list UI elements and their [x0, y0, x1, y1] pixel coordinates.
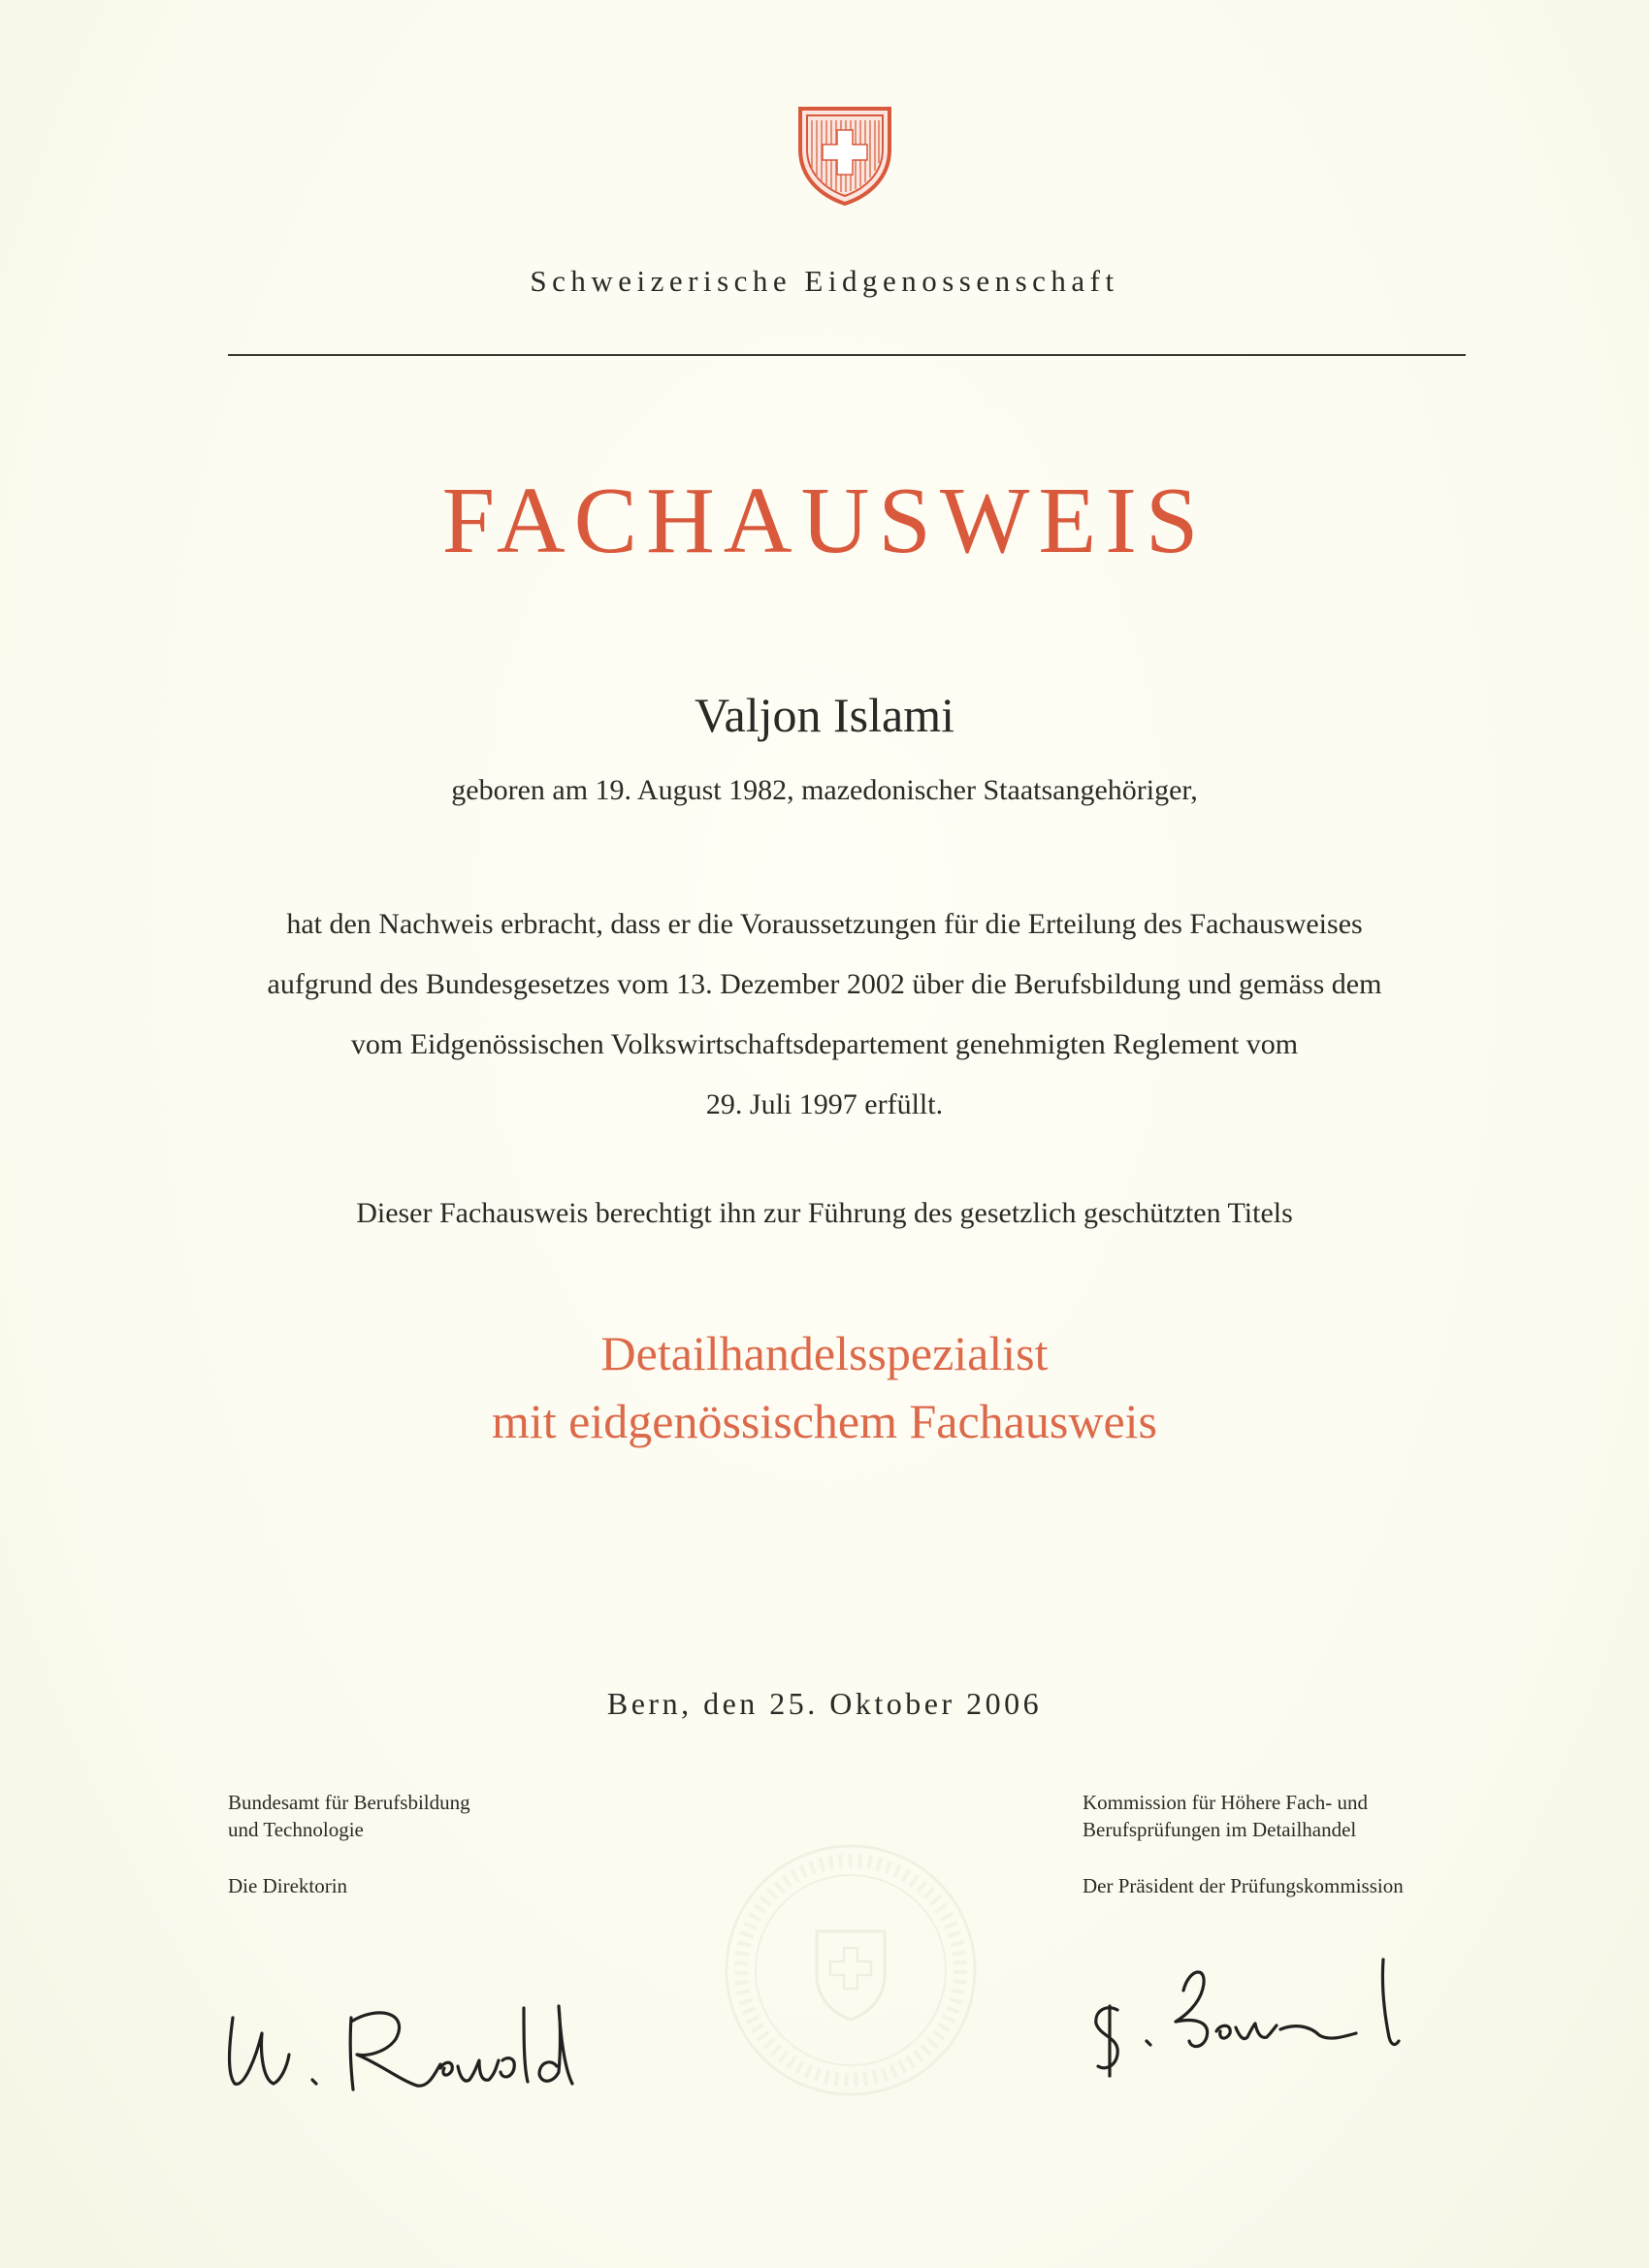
certificate-title: FACHAUSWEIS [441, 469, 1208, 573]
entitlement-line: Dieser Fachausweis berechtigt ihn zur Führung des gesetzlich geschützten Titels [356, 1197, 1293, 1229]
right-signatory-block [1083, 1789, 1404, 1899]
holder-name: Valjon Islami [694, 688, 955, 742]
swiss-coat-of-arms-icon [794, 103, 895, 208]
protected-title-line: mit eidgenössischem Fachausweis [492, 1394, 1157, 1448]
protected-title-line: Detailhandelsspezialist [600, 1326, 1049, 1380]
place-and-date: Bern, den 25. Oktober 2006 [606, 1686, 1043, 1721]
header-divider [228, 354, 1466, 356]
birth-line: geboren am 19. August 1982, mazedonischer Staatsangehöriger, [451, 774, 1198, 806]
left-signatory-block [228, 1789, 470, 1899]
certification-statement [0, 894, 1649, 1135]
statement-line: hat den Nachweis erbracht, dass er die Voraussetzungen für die Erteilung des Fachausweises [286, 908, 1363, 940]
right-org-line: Berufsprüfungen im Detailhandel [1083, 1818, 1357, 1841]
right-org-line: Kommission für Höhere Fach- und [1083, 1791, 1368, 1814]
statement-line: 29. Juli 1997 erfüllt. [705, 1088, 944, 1120]
right-signatory-role: Der Präsident der Prüfungskommission [1083, 1874, 1404, 1897]
statement-line: vom Eidgenössischen Volkswirtschaftsdepartement genehmigten Reglement vom [350, 1028, 1299, 1060]
left-org-line: Bundesamt für Berufsbildung [228, 1791, 470, 1814]
right-signature [1075, 1940, 1463, 2095]
issuing-country: Schweizerische Eidgenossenschaft [530, 264, 1119, 298]
left-org-line: und Technologie [228, 1818, 364, 1841]
left-signatory-role: Die Direktorin [228, 1874, 348, 1897]
statement-line: aufgrund des Bundesgesetzes vom 13. Dezember 2002 über die Berufsbildung und gemäss dem [267, 968, 1382, 1000]
left-signature [215, 1979, 642, 2115]
embossed-seal-icon [720, 1839, 982, 2101]
protected-title [0, 1319, 1649, 1455]
